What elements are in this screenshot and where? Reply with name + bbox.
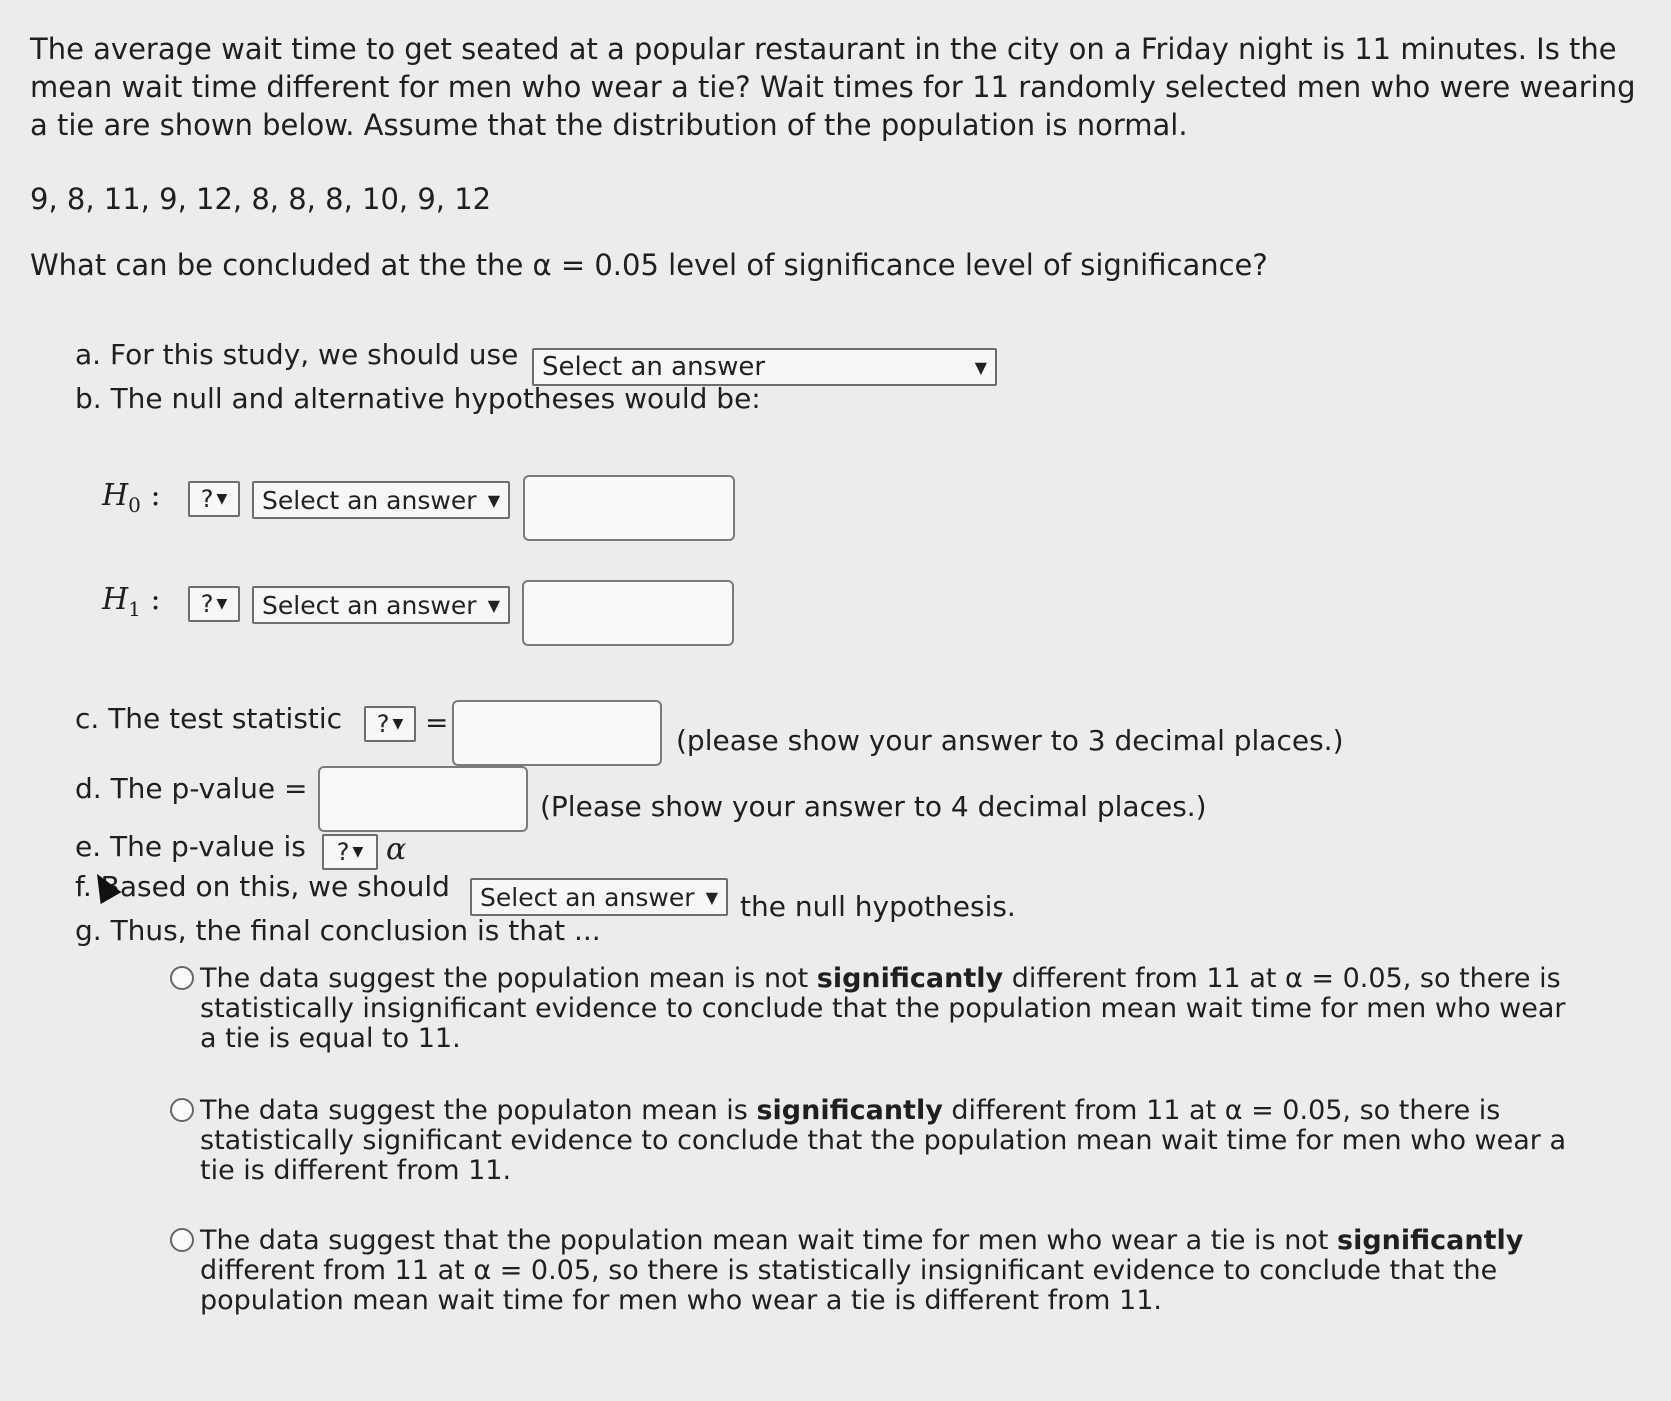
- part-f-label: f. Based on this, we should: [75, 870, 450, 903]
- test-statistic-select[interactable]: ? ▼: [364, 706, 416, 742]
- p-value-compare-select[interactable]: ? ▼: [322, 834, 378, 870]
- chevron-down-icon: ▼: [352, 844, 364, 860]
- h1-operator-select[interactable]: Select an answer ▼: [252, 586, 510, 624]
- part-f-suffix: the null hypothesis.: [740, 890, 1016, 923]
- h0-label: $H_0$ :: [102, 478, 161, 517]
- part-b-label: b. The null and alternative hypotheses would be:: [75, 382, 761, 415]
- conclusion-option-1-text: The data suggest the population mean is not significantly different from 11 at α = 0.05, so there is statistically insignificant evidence to conclude that the population mean wait time for men who wear a tie is equal to 11.: [200, 963, 1566, 1054]
- chevron-down-icon: ▼: [487, 490, 500, 510]
- part-d-label: d. The p-value =: [75, 772, 308, 805]
- h1-parameter-select[interactable]: ? ▼: [188, 586, 240, 622]
- question-text: What can be concluded at the the α = 0.05 level of significance level of significance?: [30, 248, 1268, 282]
- h1-label: $H_1$ :: [102, 582, 161, 621]
- part-a-label: a. For this study, we should use: [75, 338, 519, 371]
- conclusion-option-3-radio[interactable]: [170, 1228, 194, 1252]
- test-statistic-input[interactable]: [452, 700, 662, 766]
- test-type-select[interactable]: [532, 348, 997, 386]
- conclusion-option-2-radio[interactable]: [170, 1098, 194, 1122]
- conclusion-option-2-text: The data suggest the populaton mean is significantly different from 11 at α = 0.05, so there is statistically significant evidence to conclude that the population mean wait time for men who wear a tie is different from 11.: [200, 1095, 1567, 1186]
- data-values: 9, 8, 11, 9, 12, 8, 8, 8, 10, 9, 12: [30, 182, 492, 216]
- part-d-note: (Please show your answer to 4 decimal places.): [540, 790, 1207, 823]
- alpha-symbol: α: [386, 832, 407, 867]
- decision-select[interactable]: Select an answer ▼: [470, 878, 728, 916]
- chevron-down-icon: ▼: [487, 595, 500, 615]
- equals-sign: =: [425, 706, 449, 739]
- chevron-down-icon: ▼: [216, 491, 228, 507]
- h1-value-input[interactable]: [522, 580, 734, 646]
- p-value-input[interactable]: [318, 766, 528, 832]
- part-g-label: g. Thus, the final conclusion is that ...: [75, 914, 601, 947]
- conclusion-option-3-text: The data suggest that the population mean wait time for men who wear a tie is not significantly different from 11 at α = 0.05, so there is statistically insignificant evidence to conclude that the population mean wait time for men who wear a tie is different from 11.: [200, 1225, 1524, 1316]
- part-c-label: c. The test statistic: [75, 702, 343, 735]
- conclusion-option-1-radio[interactable]: [170, 966, 194, 990]
- part-e-label: e. The p-value is: [75, 830, 306, 863]
- chevron-down-icon: ▼: [705, 887, 718, 907]
- h0-value-input[interactable]: [523, 475, 735, 541]
- chevron-down-icon: ▼: [216, 596, 228, 612]
- chevron-down-icon: ▼: [392, 716, 404, 732]
- h0-operator-select[interactable]: Select an answer ▼: [252, 481, 510, 519]
- h0-parameter-select[interactable]: ? ▼: [188, 481, 240, 517]
- test-type-select-value: Select an answer: [542, 352, 766, 382]
- part-c-note: (please show your answer to 3 decimal places.): [676, 724, 1344, 757]
- problem-intro: The average wait time to get seated at a popular restaurant in the city on a Friday night is 11 minutes. Is the mean wait time different for men who wear a tie? Wait times for 11 randomly selected men who were wearing a tie are shown below. Assume that the distribution of the population is normal.: [30, 32, 1636, 142]
- chevron-down-icon: ▼: [974, 357, 987, 377]
